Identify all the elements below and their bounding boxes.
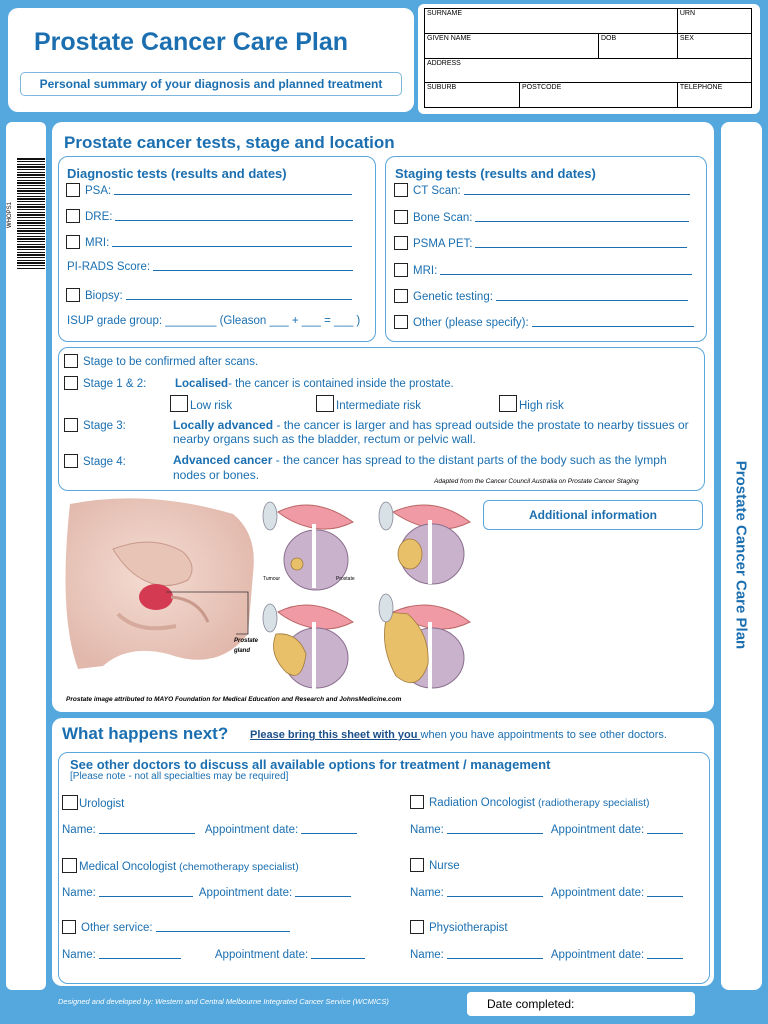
suburb-label: SUBURB (427, 84, 457, 92)
bring-sheet-note (250, 729, 667, 741)
other-checkbox[interactable] (394, 315, 408, 329)
given-name-field[interactable] (425, 33, 599, 58)
urn-field[interactable] (677, 9, 751, 34)
radiation-oncologist-details (410, 824, 683, 836)
telephone-label: TELEPHONE (679, 84, 723, 92)
radiation-oncologist-name-label: Name: (410, 824, 444, 836)
dre-row (66, 209, 353, 223)
physiotherapist-name-field[interactable] (447, 957, 543, 959)
bone-scan-line[interactable] (475, 220, 689, 222)
genetic-checkbox[interactable] (394, 289, 408, 303)
side-title: Prostate Cancer Care Plan (732, 460, 750, 650)
biopsy-checkbox[interactable] (66, 288, 80, 302)
footer-credit: Designed and developed by: Western and Central Melbourne Integrated Cancer Service (WCMICS) (58, 997, 389, 1006)
surname-field[interactable] (425, 9, 678, 34)
risk-high-checkbox[interactable] (499, 395, 517, 412)
medical-oncologist-row (62, 858, 299, 873)
other-service-checkbox[interactable] (62, 920, 76, 934)
stage12-text: - the cancer is contained inside the prostate. (228, 378, 454, 390)
physiotherapist-row (410, 920, 508, 934)
stage-confirm-checkbox[interactable] (64, 354, 78, 368)
physiotherapist-checkbox[interactable] (410, 920, 424, 934)
dre-label: DRE: (85, 211, 113, 223)
mri-checkbox[interactable] (66, 235, 80, 249)
tests-heading: Prostate cancer tests, stage and location (64, 133, 395, 152)
stage3-label: Stage 3: (83, 420, 126, 432)
date-completed-field[interactable] (467, 992, 695, 1016)
prostate-stage3-illustration (263, 604, 353, 692)
given-name-label: GIVEN NAME (427, 34, 471, 42)
ct-line[interactable] (464, 193, 690, 195)
image-credit: Prostate image attributed to MAYO Foundation for Medical Education and Research and JohnsMedicine.com (66, 696, 402, 703)
psa-label: PSA: (85, 185, 112, 197)
other-line[interactable] (532, 325, 694, 327)
mri-label: MRI: (85, 237, 110, 249)
doctors-heading: See other doctors to discuss all available options for treatment / management (70, 757, 551, 772)
stage4-bold: Advanced cancer (173, 453, 273, 467)
stage4-row (64, 454, 126, 468)
risk-intermediate (316, 395, 421, 412)
stage3-row (64, 418, 126, 432)
urologist-details (62, 824, 357, 836)
gland-label-1: Prostate (234, 638, 259, 644)
address-label: ADDRESS (427, 59, 461, 67)
other-service-appt-label: Appointment date: (214, 949, 309, 961)
medical-oncologist-checkbox[interactable] (62, 858, 77, 873)
psma-checkbox[interactable] (394, 236, 408, 250)
other-service-details (62, 949, 365, 961)
physiotherapist-appt-field[interactable] (647, 957, 683, 959)
dre-line[interactable] (115, 219, 353, 221)
genetic-label: Genetic testing: (413, 291, 493, 303)
physiotherapist-details (410, 949, 683, 961)
stage3-text: - the cancer is larger and has spread outside the prostate to nearby tissues or nearby organs such as the bladder, rectum or pelvic wall. (173, 418, 689, 446)
urn-label: URN (679, 10, 696, 17)
medical-oncologist-name-label: Name: (62, 887, 96, 899)
isup-label: ISUP grade group: ________ (Gleason ___ + ___ = ___ ) (67, 315, 361, 327)
dre-checkbox[interactable] (66, 209, 80, 223)
genetic-row (394, 289, 688, 303)
tumour-label: Tumour (263, 576, 281, 582)
psa-row (66, 183, 352, 197)
mri-line[interactable] (112, 245, 352, 247)
urologist-row (62, 795, 124, 810)
medical-oncologist-appt-field[interactable] (295, 895, 351, 897)
address-field[interactable] (425, 58, 752, 83)
surname-label: SURNAME (427, 10, 463, 17)
other-service-name-field[interactable] (99, 957, 181, 959)
bring-sheet-rest: when you have appointments to see other doctors. (420, 729, 667, 741)
staging-mri-label: MRI: (413, 265, 438, 277)
other-row (394, 315, 694, 329)
nurse-appt-field[interactable] (647, 895, 683, 897)
other-service-name-label: Name: (62, 949, 96, 961)
nurse-name-label: Name: (410, 887, 444, 899)
stage4-text: - the cancer has spread to the distant parts of the body such as the lymph nodes or bones. (173, 453, 667, 482)
mri-row (66, 235, 352, 249)
urologist-appt-label: Appointment date: (204, 824, 299, 836)
urologist-name-field[interactable] (99, 832, 195, 834)
ct-checkbox[interactable] (394, 183, 408, 197)
date-completed-label: Date completed: (487, 997, 575, 1011)
dob-label: DOB (600, 34, 617, 42)
other-service-field[interactable] (156, 930, 290, 932)
ct-label: CT Scan: (413, 185, 461, 197)
radiation-oncologist-appt-field[interactable] (647, 832, 683, 834)
prostate-label: Prostate (336, 576, 355, 582)
radiation-oncologist-checkbox[interactable] (410, 795, 424, 809)
psa-line[interactable] (114, 193, 352, 195)
pelvis-illustration (66, 498, 254, 669)
medical-oncologist-details (62, 887, 351, 899)
nurse-details (410, 887, 683, 899)
other-service-row (62, 920, 290, 934)
medical-oncologist-label: Medical Oncologist (79, 861, 177, 873)
urologist-label: Urologist (79, 798, 125, 810)
other-service-appt-field[interactable] (311, 957, 365, 959)
nurse-name-field[interactable] (447, 895, 543, 897)
isup-row[interactable] (67, 315, 360, 327)
stage12-row (64, 376, 454, 390)
psma-label: PSMA PET: (413, 238, 473, 250)
stage-confirm-row (64, 354, 258, 368)
next-steps-heading: What happens next? (62, 724, 229, 743)
pirads-label: PI-RADS Score: (67, 261, 151, 273)
radiation-oncologist-name-field[interactable] (447, 832, 543, 834)
page-subtitle: Personal summary of your diagnosis and planned treatment (20, 72, 402, 96)
ct-row (394, 183, 690, 197)
postcode-label: POSTCODE (522, 84, 562, 92)
nurse-appt-label: Appointment date: (550, 887, 645, 899)
staging-mri-checkbox[interactable] (394, 263, 408, 277)
radiation-oncologist-sub: (radiotherapy specialist) (535, 797, 650, 809)
stage3-desc (173, 418, 693, 446)
stage-confirm-label: Stage to be confirmed after scans. (83, 356, 259, 368)
stage4-label: Stage 4: (83, 456, 126, 468)
stage3-checkbox[interactable] (64, 418, 78, 432)
biopsy-line[interactable] (126, 298, 352, 300)
anatomy-illustration (58, 494, 478, 702)
stage3-bold: Locally advanced (173, 418, 274, 432)
prostate-stage2-illustration (379, 502, 470, 584)
biopsy-row (66, 288, 352, 302)
stage12-checkbox[interactable] (64, 376, 78, 390)
stage4-checkbox[interactable] (64, 454, 78, 468)
radiation-oncologist-label: Radiation Oncologist (429, 797, 536, 809)
additional-information-box[interactable]: Additional information (483, 500, 703, 530)
page-title: Prostate Cancer Care Plan (34, 28, 349, 56)
nurse-label: Nurse (429, 860, 460, 872)
stage12-bold: Localised (175, 378, 229, 390)
radiation-oncologist-row (410, 795, 650, 809)
telephone-field[interactable] (677, 83, 751, 108)
risk-intermediate-checkbox[interactable] (316, 395, 334, 412)
pirads-line[interactable] (153, 269, 353, 271)
medical-oncologist-appt-label: Appointment date: (198, 887, 293, 899)
staging-source: Adapted from the Cancer Council Australia on Prostate Cancer Staging (434, 478, 639, 485)
biopsy-label: Biopsy: (85, 290, 123, 302)
risk-intermediate-label: Intermediate risk (336, 400, 422, 412)
header-panel (8, 8, 414, 112)
barcode-label: WHOPS1 (7, 201, 13, 229)
nurse-checkbox[interactable] (410, 858, 424, 872)
prostate-stage4-illustration (379, 594, 470, 692)
risk-low (170, 395, 232, 412)
radiation-oncologist-appt-label: Appointment date: (550, 824, 645, 836)
risk-low-checkbox[interactable] (170, 395, 188, 412)
urologist-appt-field[interactable] (301, 832, 357, 834)
sex-label: SEX (679, 34, 694, 42)
urologist-checkbox[interactable] (62, 795, 78, 810)
doctors-note: [Please note - not all specialties may be required] (70, 771, 289, 782)
staging-mri-row (394, 263, 692, 277)
medical-oncologist-sub: (chemotherapy specialist) (176, 861, 299, 873)
medical-oncologist-name-field[interactable] (99, 895, 193, 897)
nurse-row (410, 858, 460, 872)
pirads-row (67, 261, 353, 273)
staging-heading: Staging tests (results and dates) (395, 166, 596, 181)
physiotherapist-name-label: Name: (410, 949, 444, 961)
bone-scan-checkbox[interactable] (394, 210, 408, 224)
diagnostic-heading: Diagnostic tests (results and dates) (67, 166, 287, 181)
staging-mri-line[interactable] (440, 273, 692, 275)
sex-field[interactable] (677, 33, 751, 58)
risk-high (499, 395, 564, 412)
psma-row (394, 236, 687, 250)
patient-label-table (424, 8, 752, 108)
dob-field[interactable] (598, 33, 677, 58)
suburb-field[interactable] (425, 83, 520, 108)
psa-checkbox[interactable] (66, 183, 80, 197)
risk-low-label: Low risk (190, 400, 233, 412)
gland-label-2: gland (234, 648, 250, 654)
bring-sheet-underlined: Please bring this sheet with you (250, 729, 421, 741)
bone-scan-label: Bone Scan: (413, 212, 473, 224)
physiotherapist-label: Physiotherapist (429, 922, 508, 934)
psma-line[interactable] (475, 246, 687, 248)
barcode (17, 158, 45, 270)
urologist-name-label: Name: (62, 824, 96, 836)
risk-high-label: High risk (519, 400, 564, 412)
stage12-label: Stage 1 & 2: (83, 378, 147, 390)
other-label: Other (please specify): (413, 317, 529, 329)
postcode-field[interactable] (520, 83, 678, 108)
genetic-line[interactable] (496, 299, 688, 301)
physiotherapist-appt-label: Appointment date: (550, 949, 645, 961)
other-service-label: Other service: (81, 922, 153, 934)
bone-scan-row (394, 210, 689, 224)
